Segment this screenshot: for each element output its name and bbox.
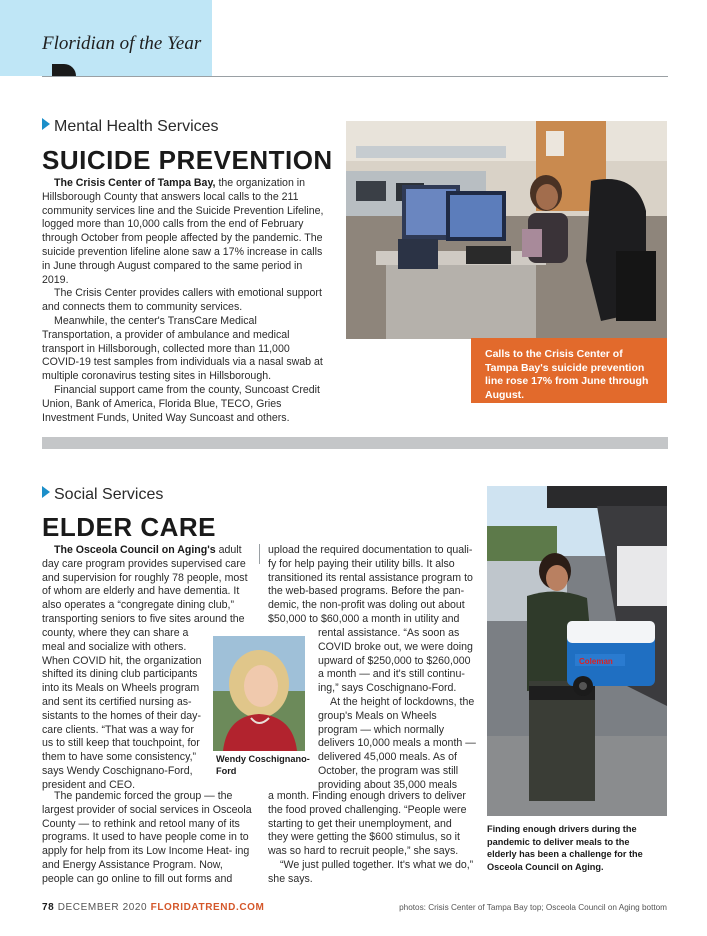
portrait-caption: Wendy Coschignano-Ford (216, 754, 310, 777)
article1-paragraph: The Crisis Center of Tampa Bay, the organization in Hillsborough County that answers local calls to the 211 community services line and the Suicide Prevention Lifeline, logged more than 10,000 calls from the end of February through October from people affected by the pandemic. The suicide prevention lifeline alone saw a 17% increase in calls in June through August compared to the same period in 2019. (42, 177, 324, 286)
page-number: 78 (42, 902, 55, 913)
call-center-photo (346, 121, 667, 339)
triangle-bullet-icon (42, 118, 50, 130)
portrait-photo (213, 636, 305, 751)
meal-delivery-photo (487, 486, 667, 816)
call-center-illustration (346, 121, 667, 339)
article2-col2-bottom (268, 790, 474, 887)
article2-col1-top (42, 544, 252, 627)
article2-kicker: Social Services (42, 486, 163, 504)
article2-paragraph: The Osceola Council on Aging's adult day care program provides supervised care and supervision for roughly 78 people, most of whom are elderly and have dementia. It also operates a “congregate dining club,” transporting seniors to five sites around the (42, 544, 248, 625)
article1-paragraph: Meanwhile, the center's TransCare Medical Transportation, a provider of ambulance and medical transport in Hillsborough, collected more than 11,000 COVID-19 test samples from individuals via a nasal swab at multiple coronavirus testing sites in Hillsborough. (42, 314, 323, 383)
article2-paragraph: upload the required documentation to quali- fy for help paying their utility bills. It also transitioned its rental assistance program to the web-based programs. Before the pan- demic, the non-profit was doling out about $50,000 to $60,000 a month in utility and (268, 544, 473, 625)
site-link[interactable]: FLORIDATREND.COM (150, 902, 265, 913)
article2-col2-wrap (318, 627, 476, 793)
cooler-logo: Coleman (579, 657, 613, 666)
article1-body (42, 177, 327, 425)
article2-headline: ELDER CARE (42, 512, 217, 542)
portrait-illustration (213, 636, 305, 751)
issue-date: DECEMBER 2020 (57, 902, 148, 913)
header-rule (42, 76, 668, 77)
article1-kicker: Mental Health Services (42, 118, 219, 136)
article1-headline: SUICIDE PREVENTION (42, 145, 333, 175)
photo-credits: photos: Crisis Center of Tampa Bay top; Osceola Council on Aging bottom (399, 903, 667, 912)
meal-delivery-illustration (487, 486, 667, 816)
article1-paragraph: The Crisis Center provides callers with emotional support and connects them to community services. (42, 287, 322, 314)
article2-paragraph: county, where they can share a meal and socialize with others. When COVID hit, the organization shifted its dining club participants into its Meals on Wheels program and sent its certified nursing as- sistants to the homes of their day- care clients. “That was a way for us to still keep that touchpoint, for them to have some consistency,” says Wendy Coschignano-Ford, president and CEO. (42, 627, 202, 791)
section-title: Floridian of the Year (42, 33, 202, 54)
article2-col2-top (268, 544, 474, 627)
article2-paragraph: At the height of lockdowns, the group's Meals on Wheels program — which normally delivers 10,000 meals a month — delivered 45,000 meals. As of October, the program was still providing about 35,000 meals (318, 695, 476, 791)
article1-photo-caption: Calls to the Crisis Center of Tampa Bay's suicide prevention line rose 17% from June through August. (471, 338, 667, 403)
triangle-bullet-icon (42, 486, 50, 498)
article2-paragraph: “We just pulled together. It's what we do,” she says. (268, 858, 474, 885)
article2-paragraph: a month. Finding enough drivers to deliver the food proved challenging. “People were starting to get their unemployment, and they were getting the $600 stimulus, so it was so hard to recruit people,” she says. (268, 790, 467, 858)
article1-paragraph: Financial support came from the county, Suncoast Credit Union, Bank of America, Florida Blue, TECO, Gries Investment Funds, United Way Suncoast and others. (42, 383, 320, 424)
page-footer (42, 902, 264, 913)
section-separator (42, 437, 668, 449)
article2-col1-bottom (42, 790, 254, 887)
article2-col1-wrap (42, 627, 202, 793)
article2-paragraph: rental assistance. “As soon as COVID broke out, we were doing upward of $250,000 to $260,000 a month — and it's still continu- ing,” says Coschignano-Ford. (318, 627, 473, 695)
article2-paragraph: The pandemic forced the group — the largest provider of social services in Osceola County — to rethink and retool many of its programs. It used to have people come in to apply for help from its Low Income Heat- ing and Energy Assistance Program. Now, people can go online to fill out forms and (42, 790, 252, 885)
column-divider (259, 544, 260, 564)
article2-photo-caption: Finding enough drivers during the pandemic to deliver meals to the elderly has been a challenge for the Osceola Council on Aging. (487, 824, 643, 872)
